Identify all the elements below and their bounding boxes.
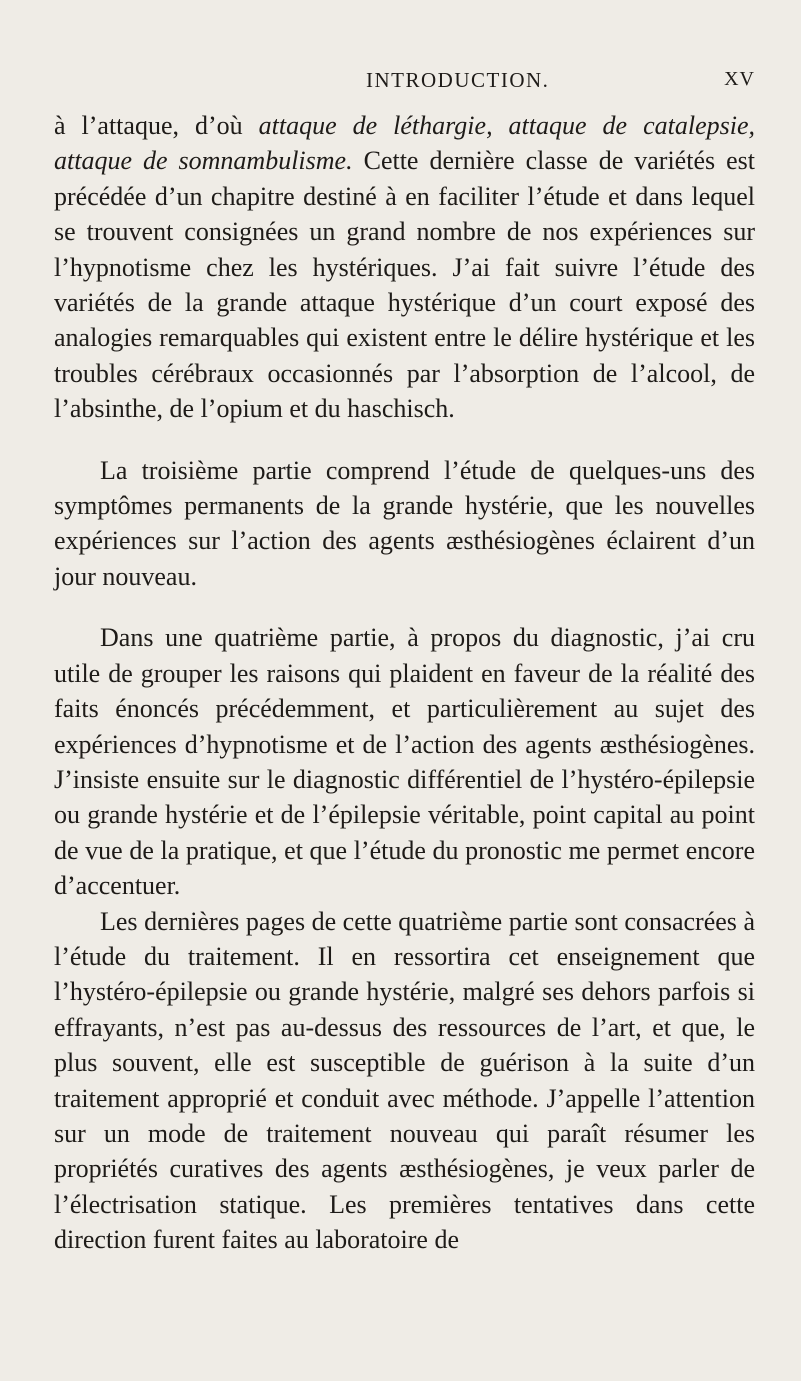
body-text <box>54 108 755 1258</box>
paragraph-1-rest: Cette dernière classe de variétés est précédée d’un chapitre destiné à en faciliter l’étude et dans lequel se trouvent consignées un grand nombre de nos expériences sur l’hypnotisme chez les hystériques. J’ai fait suivre l’étude des variétés de la grande attaque hystérique d’un court exposé des analogies remarquables qui existent entre le délire hystérique et les troubles cérébraux occasionnés par l’absorption de l’alcool, de l’absinthe, de l’opium et du haschisch. <box>54 146 755 424</box>
paragraph-4: Les dernières pages de cette quatrième partie sont consacrées à l’étude du traitement. Il en ressortira cet enseignement que l’hystéro-épilepsie ou grande hystérie, malgré ses dehors parfois si effrayants, n’est pas au-dessus des ressources de l’art, et que, le plus souvent, elle est susceptible de guérison à la suite d’un traitement approprié et conduit avec méthode. J’appelle l’attention sur un mode de traitement nouveau qui paraît résumer les propriétés curatives des agents æsthésiogènes, je veux parler de l’électrisation statique. Les premières tentatives dans cette direction furent faites au laboratoire de <box>54 906 755 1255</box>
running-head: INTRODUCTION. <box>366 68 550 92</box>
paragraph-1-italic-terms: attaque de léthargie, attaque de catalepsie, attaque de somnambulisme. <box>54 111 755 176</box>
paragraph-3: Dans une quatrième partie, à propos du diagnostic, j’ai cru utile de grouper les raisons qui plaident en faveur de la réalité des faits énoncés précédemment, et particulièrement au sujet des expériences d’hypnotisme et de l’action des agents æsthésiogènes. J’insiste ensuite sur le diagnostic différentiel de l’hystéro-épilepsie ou grande hystérie et de l’épilepsie véritable, point capital au point de vue de la pratique, et que l’étude du pronostic me permet encore d’accentuer. <box>54 623 755 901</box>
page-header <box>54 68 755 108</box>
paragraph-1-lead: à l’attaque, d’où <box>54 111 259 140</box>
book-page <box>0 68 801 1381</box>
paragraph-1 <box>54 108 755 427</box>
paragraph-2: La troisième partie comprend l’étude de quelques-uns des symptômes permanents de la grande hystérie, que les nouvelles expériences sur l’action des agents æsthésiogènes éclairent d’un jour nouveau. <box>54 455 755 591</box>
page-number: XV <box>724 68 755 90</box>
